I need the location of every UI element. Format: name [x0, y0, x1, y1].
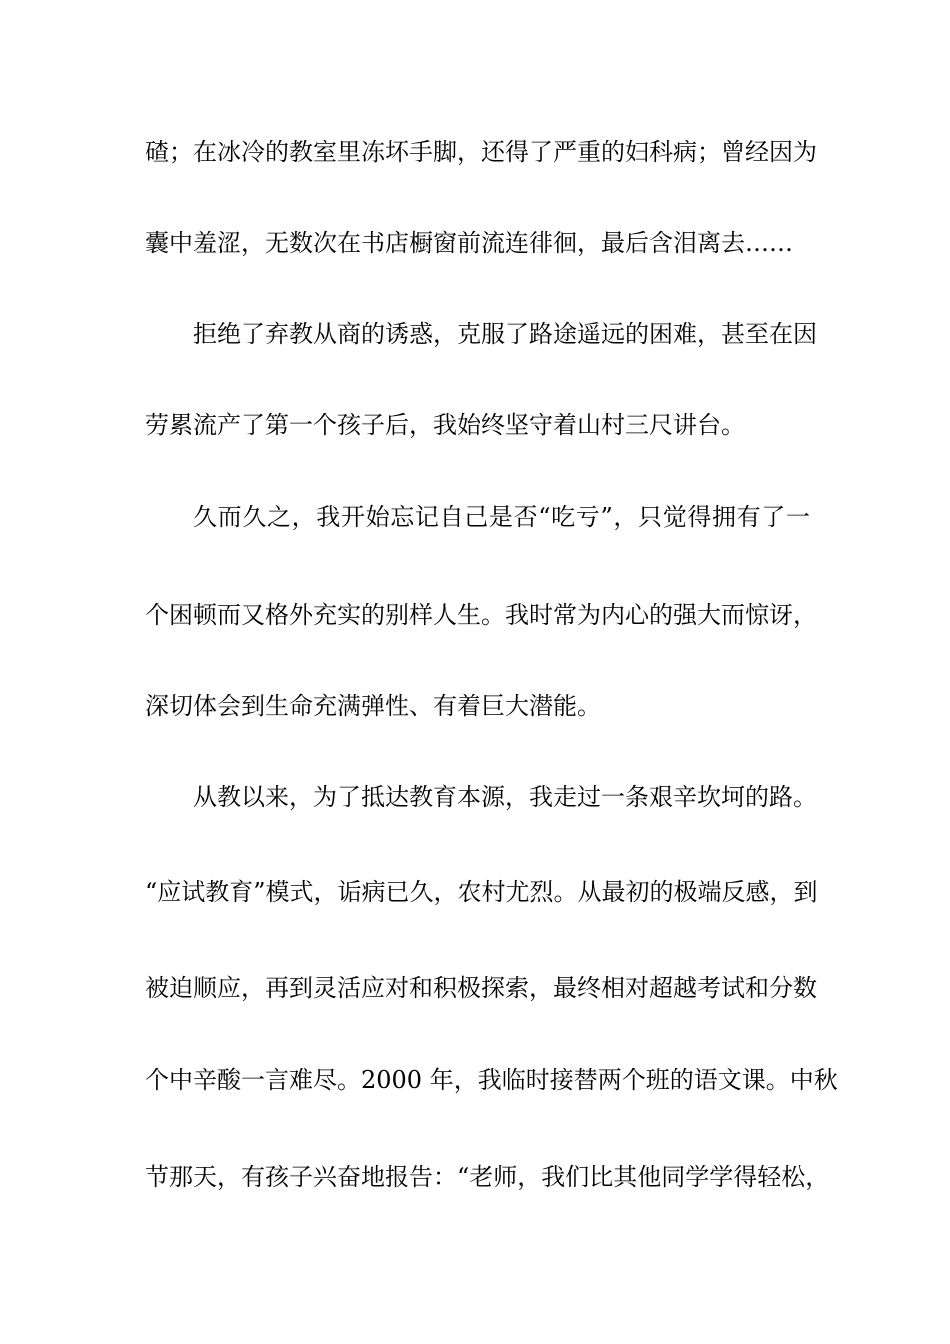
text-line: 囊中羞涩，无数次在书店橱窗前流连徘徊，最后含泪离去……	[145, 229, 793, 257]
text-line: 深切体会到生命充满弹性、有着巨大潜能。	[145, 692, 601, 720]
text-line: 劳累流产了第一个孩子后，我始终坚守着山村三尺讲台。	[145, 411, 745, 439]
text-line: 碴；在冰冷的教室里冻坏手脚，还得了严重的妇科病；曾经因为	[145, 138, 817, 166]
text-line: 被迫顺应，再到灵活应对和积极探索，最终相对超越考试和分数	[145, 974, 817, 1002]
text-line: 节那天，有孩子兴奋地报告：“老师，我们比其他同学学得轻松，	[145, 1163, 830, 1191]
text-line: 个中辛酸一言难尽。2000 年，我临时接替两个班的语文课。中秋	[145, 1066, 838, 1094]
text-line: 个困顿而又格外充实的别样人生。我时常为内心的强大而惊讶，	[145, 601, 817, 629]
paragraph-first-line: 久而久之，我开始忘记自己是否“吃亏”，只觉得拥有了一	[193, 503, 810, 531]
paragraph-first-line: 拒绝了弃教从商的诱惑，克服了路途遥远的困难，甚至在因	[193, 320, 817, 348]
paragraph-first-line: 从教以来，为了抵达教育本源，我走过一条艰辛坎坷的路。	[193, 783, 817, 811]
text-line: “应试教育”模式，诟病已久，农村尤烈。从最初的极端反感，到	[145, 878, 818, 906]
